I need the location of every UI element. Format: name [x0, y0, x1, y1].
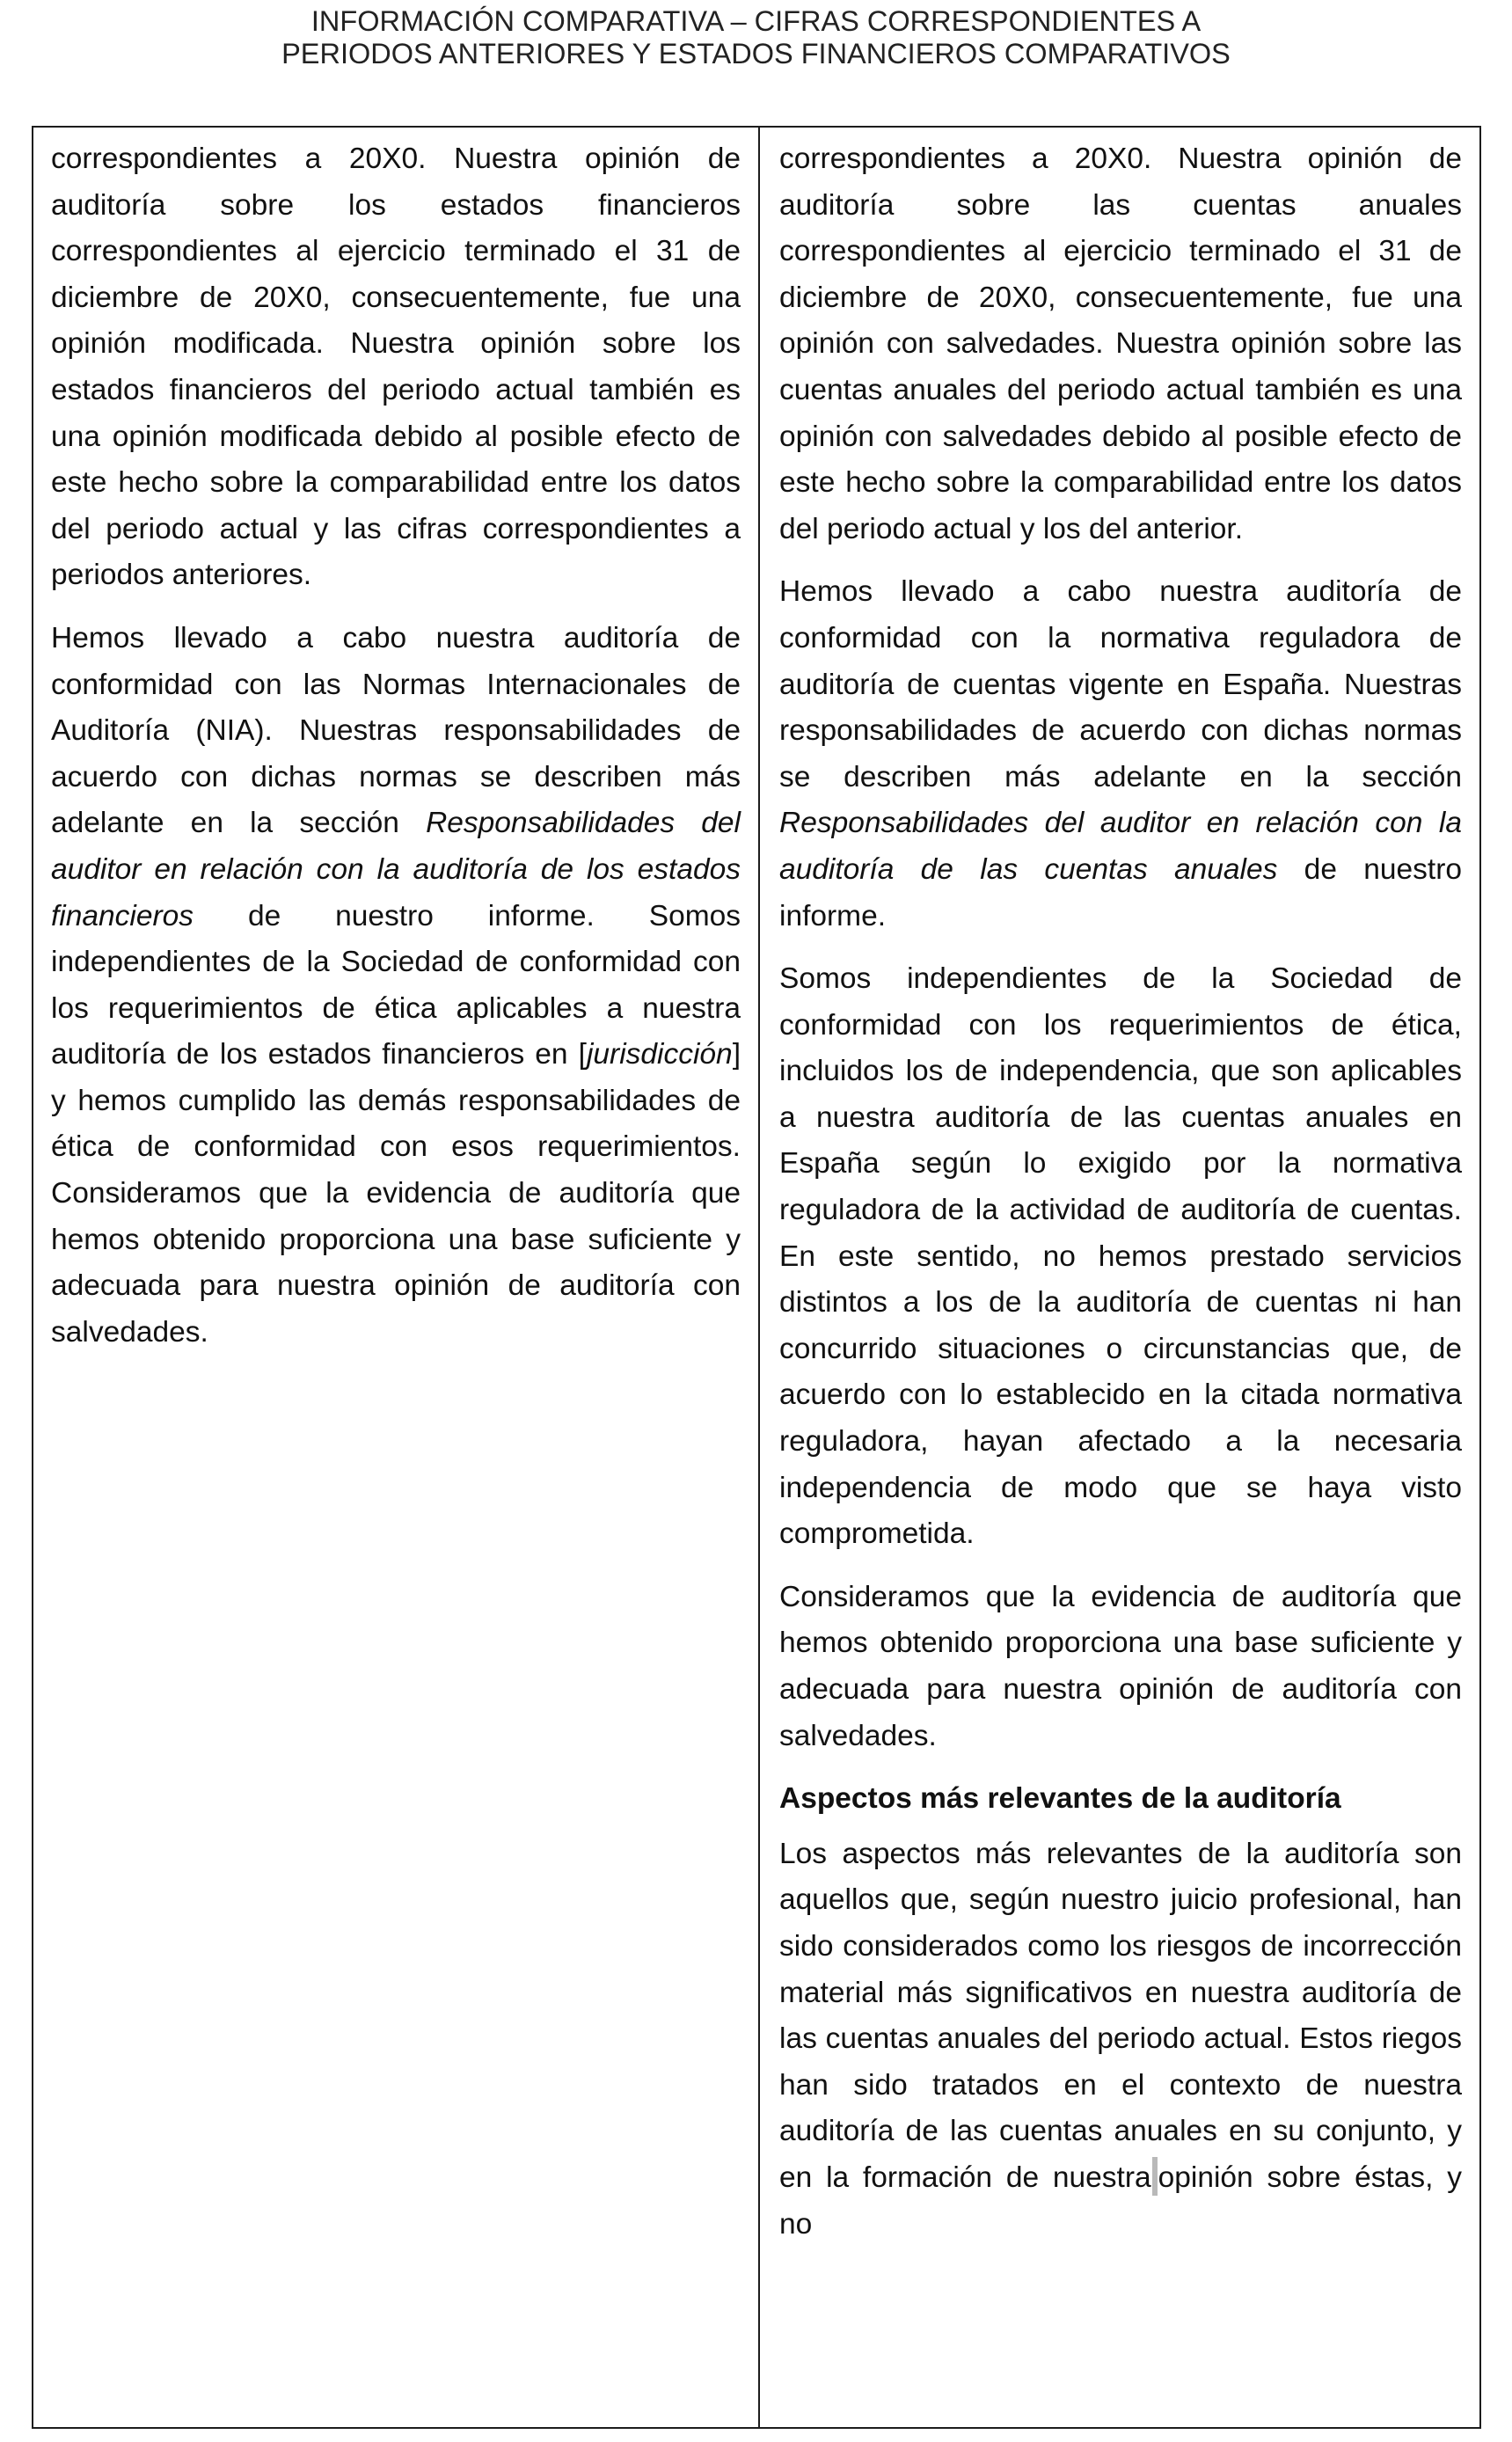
section-heading-key-audit-matters: Aspectos más relevantes de la auditoría — [779, 1782, 1341, 1816]
header-line-1: INFORMACIÓN COMPARATIVA – CIFRAS CORRESPONDIENTES A — [310, 5, 1202, 37]
left-p2-text-c: de nuestro informe. Somos independientes de la Sociedad de conformidad con los requerimientos de ética aplicables a nuestra auditoría de los estados financieros en [ — [51, 899, 741, 1071]
header-line-2: PERIODOS ANTERIORES Y ESTADOS FINANCIEROS COMPARATIVOS — [281, 38, 1231, 69]
right-paragraph-4: Consideramos que la evidencia de auditoría que hemos obtenido proporciona una base suficiente y adecuada para nuestra opinión de auditoría con salvedades. — [779, 1580, 1462, 1752]
right-paragraph-1: correspondientes a 20X0. Nuestra opinión de auditoría sobre las cuentas anuales correspondientes al ejercicio terminado el 31 de diciembre de 20X0, consecuentemente, fue una opinión con salvedades. Nuestra opinión sobre las cuentas anuales del periodo actual también es una opinión con salvedades debido al posible efecto de este hecho sobre la comparabilidad entre los datos del periodo actual y los del anterior. — [779, 143, 1462, 545]
text-cursor — [1152, 2157, 1158, 2196]
right-paragraph-5 — [779, 1832, 1462, 2248]
right-paragraph-2 — [779, 569, 1462, 940]
right-p2-text-c: de nuestro informe. — [779, 852, 1462, 932]
right-p2-text-a: Hemos llevado a cabo nuestra auditoría de conformidad con la normativa reguladora de auditoría de cuentas vigente en España. Nuestras responsabilidades de acuerdo con dichas normas se describen más adelante en la sección — [779, 575, 1462, 793]
left-paragraph-1: correspondientes a 20X0. Nuestra opinión de auditoría sobre los estados financieros correspondientes al ejercicio terminado el 31 de diciembre de 20X0, consecuentemente, fue una opinión modificada. Nuestra opinión sobre los estados financieros del periodo actual también es una opinión modificada debido al posible efecto de este hecho sobre la comparabilidad entre los datos del periodo actual y las cifras correspondientes a periodos anteriores. — [51, 143, 741, 592]
right-column — [760, 128, 1479, 2427]
left-column — [33, 128, 760, 2427]
right-p5-text-b: opinión sobre éstas, y no — [779, 2161, 1462, 2241]
page-header — [0, 5, 1512, 70]
right-p2-italic-section: Responsabilidades del auditor en relación con la auditoría de las cuentas anuales — [779, 807, 1462, 886]
left-paragraph-2 — [51, 616, 741, 1356]
left-p2-italic-jurisdiction: jurisdicción — [586, 1038, 733, 1071]
right-paragraph-3: Somos independientes de la Sociedad de conformidad con los requerimientos de ética, incluidos los de independencia, que son aplicables a nuestra auditoría de las cuentas anuales en España según lo exigido por la normativa reguladora de la actividad de auditoría de cuentas. En este sentido, no hemos prestado servicios distintos a los de la auditoría de cuentas ni han concurrido situaciones o circunstancias que, de acuerdo con lo establecido en la citada normativa reguladora, hayan afectado a la necesaria independencia de modo que se haya visto comprometida. — [779, 962, 1462, 1551]
left-p2-text-a: Hemos llevado a cabo nuestra auditoría de conformidad con las Normas Internacionales de Auditoría (NIA). Nuestras responsabilidades de acuerdo con dichas normas se describen más adelante en la sección — [51, 621, 741, 840]
left-p2-text-e: ] y hemos cumplido las demás responsabilidades de ética de conformidad con esos requerimientos. Consideramos que la evidencia de auditoría que hemos obtenido proporciona una base suficiente y adecuada para nuestra opinión de auditoría con salvedades. — [51, 1038, 741, 1349]
left-p2-italic-section: Responsabilidades del auditor en relación con la auditoría de los estados financieros — [51, 807, 741, 932]
comparison-table — [32, 126, 1481, 2429]
right-p5-text-a: Los aspectos más relevantes de la auditoría son aquellos que, según nuestro juicio profesional, han sido considerados como los riesgos de incorrección material más significativos en nuestra auditoría de las cuentas anuales del periodo actual. Estos riegos han sido tratados en el contexto de nuestra auditoría de las cuentas anuales en su conjunto, y en la formación de nuestra — [779, 1837, 1462, 2194]
